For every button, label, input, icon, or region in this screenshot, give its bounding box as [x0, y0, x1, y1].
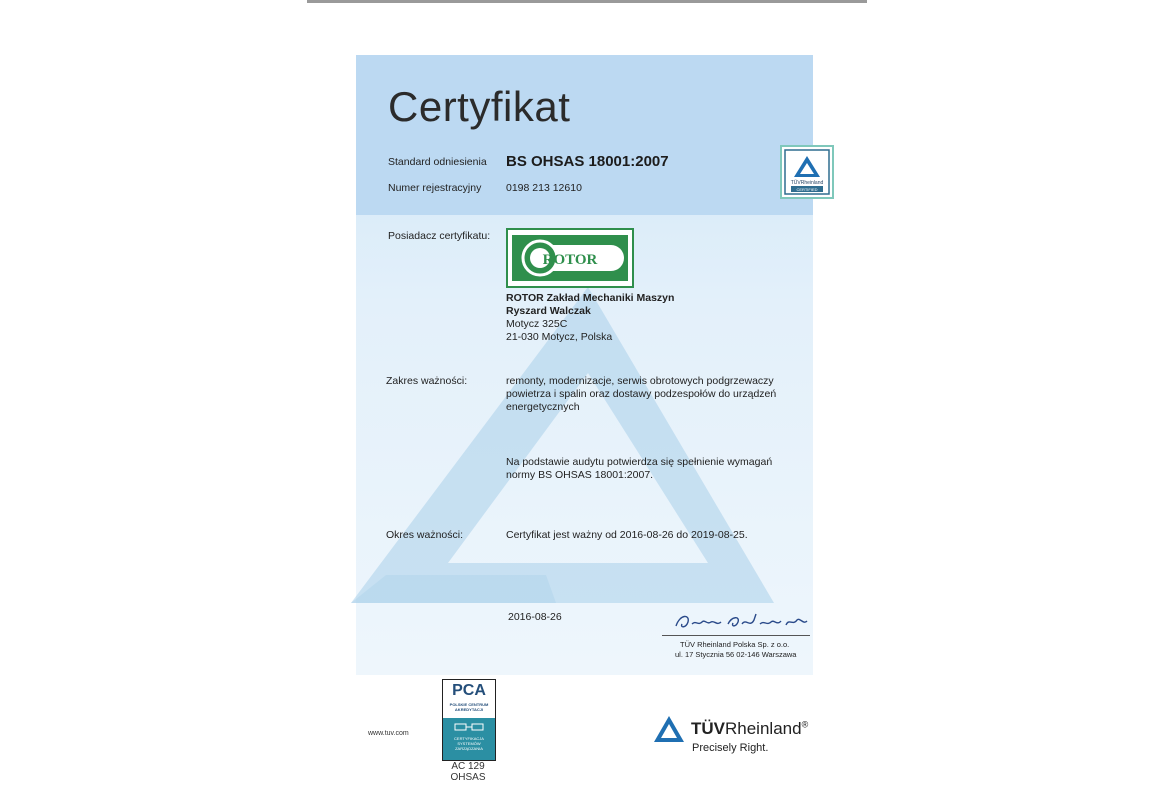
rotor-logo [506, 228, 634, 288]
tuv-certified-seal [780, 145, 834, 199]
registration-label: Numer rejestracyjny [388, 182, 482, 194]
standard-value: BS OHSAS 18001:2007 [506, 153, 669, 170]
tuv-brand-bold: TÜV [691, 719, 725, 738]
standard-label: Standard odniesienia [388, 156, 487, 168]
pca-subtitle-line: AKREDYTACJI [454, 707, 484, 712]
pca-cert-line: SYSTEMÓW [457, 741, 481, 746]
pca-subtitle [443, 702, 495, 712]
top-border-line [307, 0, 867, 3]
holder-street: Motycz 325C [506, 318, 568, 330]
pca-accreditation-mark [442, 679, 496, 761]
issuer-name: TÜV Rheinland Polska Sp. z o.o. [680, 640, 790, 649]
scope-line: energetycznych [506, 401, 580, 413]
pca-glasses-icon [453, 721, 485, 733]
pca-code-line: AC 129 [451, 761, 485, 772]
pca-subtitle-line: POLSKIE CENTRUM [449, 702, 489, 707]
signature-rule [662, 635, 810, 636]
tuv-triangle-icon [652, 714, 686, 744]
tuv-rheinland-logo [691, 719, 808, 739]
pca-cert-line: ZARZĄDZANIA [455, 746, 483, 751]
tuv-triangle-watermark [356, 55, 813, 675]
registered-mark: ® [801, 719, 809, 730]
scope-line: powietrza i spalin oraz dostawy podzespołów do urządzeń [506, 388, 777, 400]
rotor-logo-graphic [508, 230, 632, 286]
scope-label: Zakres ważności: [386, 375, 468, 387]
holder-city: 21-030 Motycz, Polska [506, 331, 613, 343]
pca-certification-text [443, 736, 495, 751]
pca-code [442, 761, 494, 783]
handwritten-signature [672, 608, 822, 634]
pca-code-line: OHSAS [450, 772, 486, 783]
issuer-address: ul. 17 Stycznia 56 02-146 Warszawa [675, 650, 797, 659]
scope-line: remonty, modernizacje, serwis obrotowych podgrzewaczy [506, 375, 774, 387]
validity-label: Okres ważności: [386, 529, 464, 541]
holder-label: Posiadacz certyfikatu: [388, 230, 491, 242]
tuv-slogan: Precisely Right. [692, 742, 769, 754]
holder-company: ROTOR Zakład Mechaniki Maszyn [506, 292, 675, 304]
watermark-base-shape [351, 575, 556, 603]
pca-title: PCA [452, 682, 486, 699]
seal-brand-text: TÜVRheinland [790, 180, 824, 186]
certificate-title: Certyfikat [388, 83, 571, 130]
rotor-logo-text: ROTOR [542, 252, 598, 268]
tuv-seal-icon [782, 147, 832, 197]
issue-date: 2016-08-26 [508, 611, 562, 623]
tuv-brand-rest: Rheinland [725, 719, 802, 738]
seal-certified-text: CERTIFIED [796, 187, 818, 192]
registration-value: 0198 213 12610 [506, 182, 582, 194]
tuv-url: www.tuv.com [368, 730, 409, 737]
audit-line: normy BS OHSAS 18001:2007. [506, 469, 654, 481]
holder-person: Ryszard Walczak [506, 305, 591, 317]
pca-cert-line: CERTYFIKACJA [454, 736, 484, 741]
certificate-sheet [356, 55, 824, 675]
validity-value: Certyfikat jest ważny od 2016-08-26 do 2019-08-25. [506, 529, 748, 541]
audit-line: Na podstawie audytu potwierdza się spełnienie wymagań [506, 456, 773, 468]
